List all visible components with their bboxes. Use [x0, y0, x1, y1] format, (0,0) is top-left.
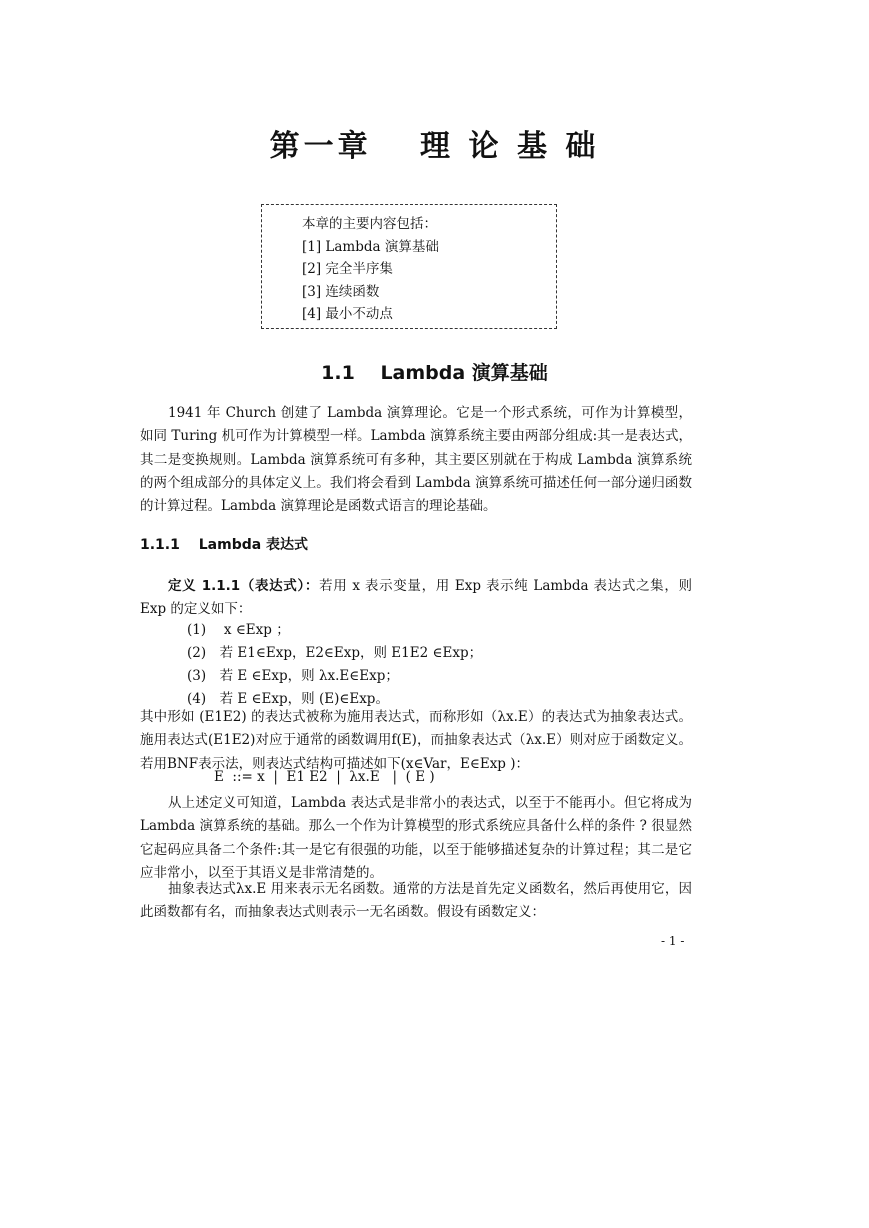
definition-paragraph — [140, 575, 692, 622]
definition-item: (4) 若 E ∈Exp，则 (E)∈Exp。 — [187, 691, 389, 707]
page-number: - 1 - — [661, 934, 685, 948]
body-paragraph: 抽象表达式λx.E 用来表示无名函数。通常的方法是首先定义函数名，然后再使用它，因此函数都有名，而抽象表达式则表示一无名函数。假设有函数定义： — [140, 881, 692, 921]
contents-intro: 本章的主要内容包括： — [302, 216, 437, 232]
section-title: 1.1 Lambda 演算基础 — [321, 362, 548, 384]
body-paragraph: 从上述定义可知道，Lambda 表达式是非常小的表达式，以至于不能再小。但它将成为 Lambda 演算系统的基础。那么一个作为计算模型的形式系统应具备什么样的条件 ? 很显然它起码应具备二个条件:其一是它有很强的功能，以至于能够描述复杂的计算过程；其二是它应非常小，以至于其语义是非常清楚的。 — [140, 795, 692, 881]
definition-lead: 定义 1.1.1（表达式）： — [168, 578, 320, 594]
definition-text: 若用 x 表示变量，用 Exp 表示纯 Lambda 表达式之集，则 Exp 的定义如下： — [140, 578, 693, 618]
definition-item: (1) x ∈Exp ； — [187, 622, 290, 638]
contents-item: [1] Lambda 演算基础 — [302, 238, 439, 255]
subsection-title: 1.1.1 Lambda 表达式 — [140, 537, 309, 553]
chapter-contents-box — [261, 204, 557, 329]
intro-paragraph: 1941 年 Church 创建了 Lambda 演算理论。它是一个形式系统，可作为计算模型，如同 Turing 机可作为计算模型一样。Lambda 演算系统主要由两部分组成:其一是表达式，其二是变换规则。Lambda 演算系统可有多种，其主要区别就在于构成 Lambda 演算系统的两个组成部分的具体定义上。我们将会看到 Lambda 演算系统可描述任何一部分递归函数的计算过程。Lambda 演算理论是函数式语言的理论基础。 — [140, 405, 692, 515]
contents-item: [2] 完全半序集 — [302, 261, 393, 277]
definition-item: (3) 若 E ∈Exp，则 λx.E∈Exp； — [187, 668, 399, 684]
bnf-grammar-line: E ::= x | E1 E2 | λx.E | ( E ) — [214, 769, 435, 785]
chapter-title: 第一章 理 论 基 础 — [269, 129, 600, 164]
explanation-paragraph: 其中形如 (E1E2) 的表达式被称为施用表达式，而称形如（λx.E）的表达式为抽象表达式。施用表达式(E1E2)对应于通常的函数调用f(E)，而抽象表达式（λx.E）则对应于函数定义。若用BNF表示法，则表达式结构可描述如下(x∈Var，E∈Exp )： — [140, 709, 692, 772]
contents-item: [4] 最小不动点 — [302, 306, 393, 322]
contents-item: [3] 连续函数 — [302, 283, 380, 300]
definition-item: (2) 若 E1∈Exp，E2∈Exp，则 E1E2 ∈Exp； — [187, 645, 483, 661]
